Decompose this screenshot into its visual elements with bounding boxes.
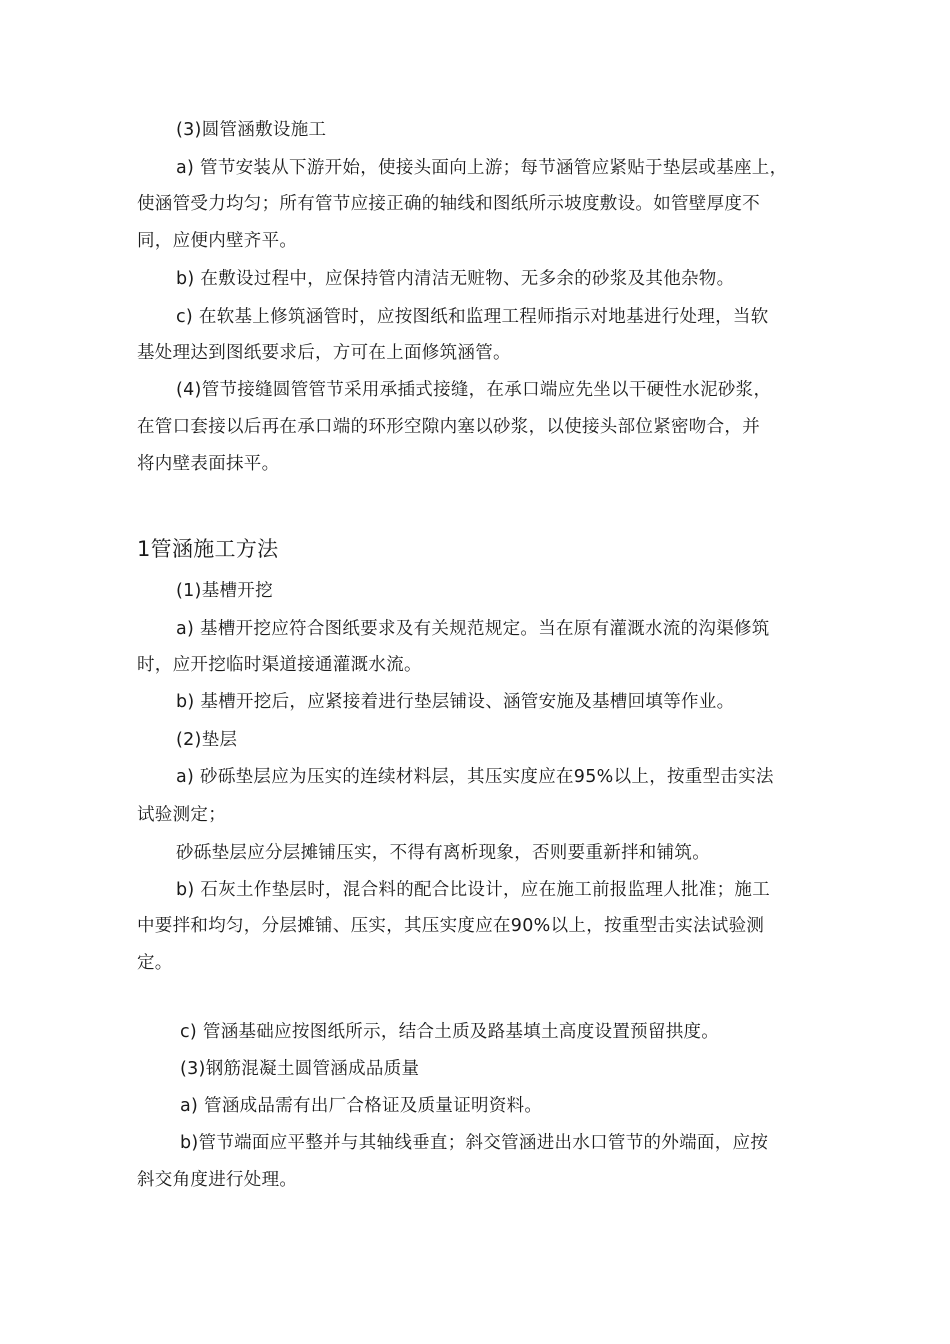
paragraph-line: a) 管涵成品需有出厂合格证及质量证明资料。 — [180, 1096, 543, 1116]
paragraph-line: b) 石灰土作垫层时，混合料的配合比设计，应在施工前报监理人批准；施工 — [176, 880, 770, 900]
sub-3-title: (3)钢筋混凝土圆管涵成品质量 — [180, 1059, 420, 1079]
paragraph-line: (4)管节接缝圆管管节采用承插式接缝，在承口端应先坐以干硬性水泥砂浆， — [176, 380, 772, 400]
paragraph-line: 时，应开挖临时渠道接通灌溉水流。 — [137, 655, 422, 675]
sub-2-title: (2)垫层 — [176, 730, 238, 750]
paragraph-line: 在管口套接以后再在承口端的环形空隙内塞以砂浆，以使接头部位紧密吻合，并 — [137, 417, 760, 437]
paragraph-line: 将内壁表面抹平。 — [137, 454, 280, 474]
paragraph-line: 中要拌和均匀，分层摊铺、压实，其压实度应在90%以上，按重型击实法试验测 — [137, 916, 765, 936]
chapter-heading: 1管涵施工方法 — [137, 537, 279, 561]
paragraph-line: c) 管涵基础应按图纸所示，结合土质及路基填土高度设置预留拱度。 — [180, 1022, 720, 1042]
paragraph-line: b)管节端面应平整并与其轴线垂直；斜交管涵进出水口管节的外端面，应按 — [180, 1133, 769, 1153]
paragraph-line: b) 在敷设过程中，应保持管内清洁无赃物、无多余的砂浆及其他杂物。 — [176, 269, 735, 289]
paragraph-line: b) 基槽开挖后，应紧接着进行垫层铺设、涵管安施及基槽回填等作业。 — [176, 692, 735, 712]
paragraph-line: 基处理达到图纸要求后，方可在上面修筑涵管。 — [137, 343, 511, 363]
section-3-title: (3)圆管涵敷设施工 — [176, 120, 327, 140]
paragraph-line: 使涵管受力均匀；所有管节应接正确的轴线和图纸所示坡度敷设。如管壁厚度不 — [137, 194, 760, 214]
paragraph-line: 同，应便内壁齐平。 — [137, 231, 298, 251]
paragraph-line: a) 基槽开挖应符合图纸要求及有关规范规定。当在原有灌溉水流的沟渠修筑 — [176, 619, 770, 639]
sub-1-title: (1)基槽开挖 — [176, 581, 273, 601]
paragraph-line: 砂砾垫层应分层摊铺压实，不得有离析现象，否则要重新拌和铺筑。 — [176, 843, 710, 863]
paragraph-line: a) 管节安装从下游开始，使接头面向上游；每节涵管应紧贴于垫层或基座上， — [176, 158, 788, 178]
paragraph-line: 斜交角度进行处理。 — [137, 1170, 298, 1190]
paragraph-line: c) 在软基上修筑涵管时，应按图纸和监理工程师指示对地基进行处理，当软 — [176, 307, 769, 327]
paragraph-line: 定。 — [137, 953, 173, 973]
paragraph-line: 试验测定； — [137, 805, 226, 825]
paragraph-line: a) 砂砾垫层应为压实的连续材料层，其压实度应在95%以上，按重型击实法 — [176, 767, 774, 787]
